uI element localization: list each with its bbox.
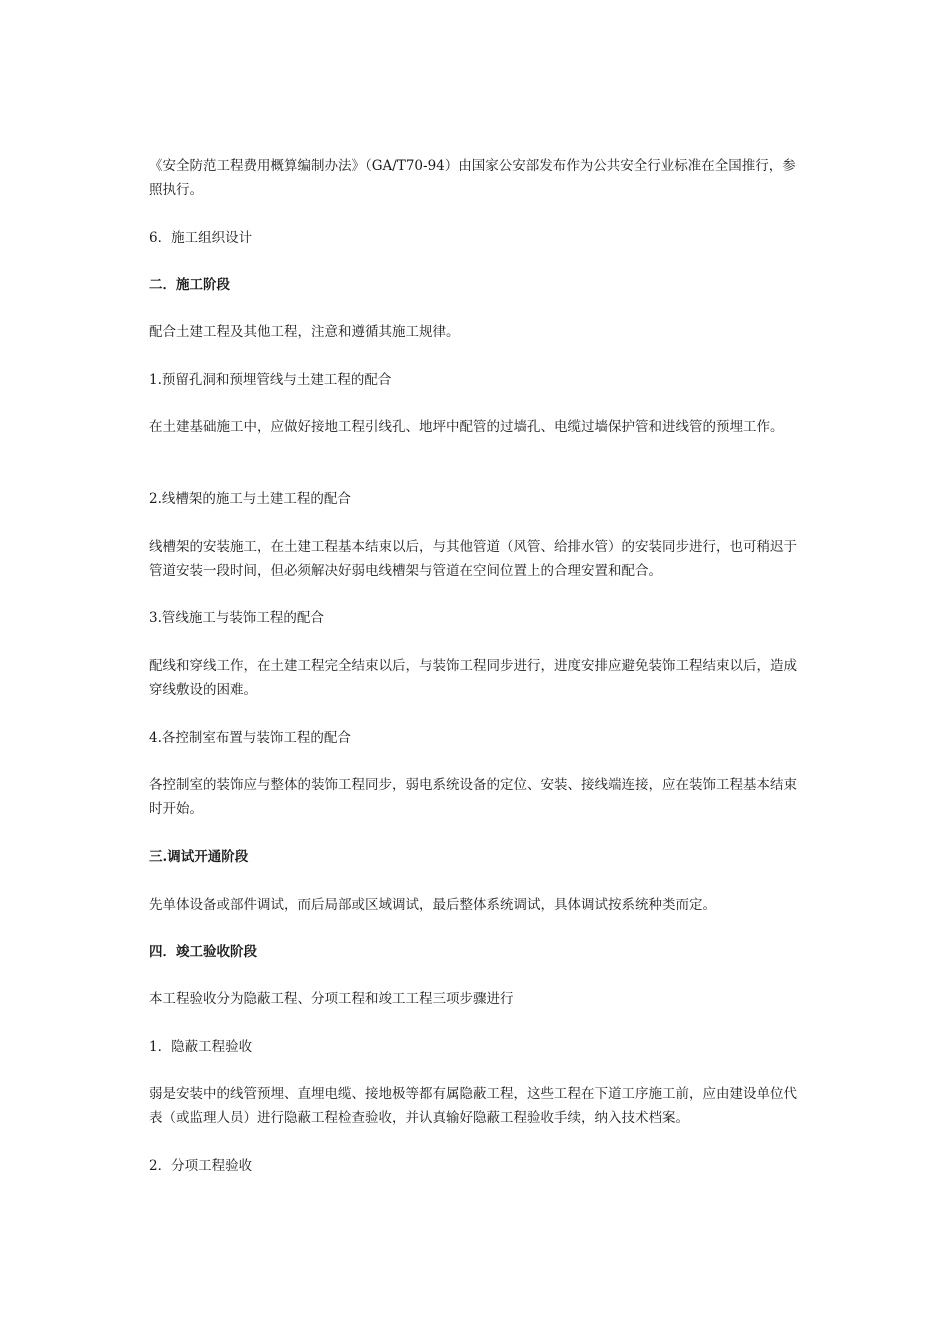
paragraph-commissioning: 先单体设备或部件调试，而后局部或区域调试，最后整体系统调试，具体调试按系统种类而定。 [149, 897, 716, 913]
paragraph-hidden-works: 弱是安装中的线管预埋、直埋电缆、接地极等都有属隐蔽工程，这些工程在下道工序施工前，应由建设单位代表（或监理人员）进行隐蔽工程检查验收，并认真输好隐蔽工程验收手续，纳入技术档案。 [149, 1086, 797, 1126]
heading-acceptance-phase: 四．竣工验收阶段 [149, 944, 257, 960]
paragraph-reserved-holes: 在土建基础施工中，应做好接地工程引线孔、地坪中配管的过墙孔、电缆过墙保护管和进线管的预埋工作。 [149, 419, 784, 435]
subheading-reserved-holes: 1.预留孔洞和预埋管线与土建工程的配合 [149, 372, 392, 388]
paragraph-coordination-intro: 配合土建工程及其他工程，注意和遵循其施工规律。 [149, 324, 460, 340]
paragraph-acceptance-steps: 本工程验收分为隐蔽工程、分项工程和竣工工程三项步骤进行 [149, 991, 514, 1007]
paragraph-control-room: 各控制室的装饰应与整体的装饰工程同步，弱电系统设备的定位、安装、接线端连接，应在装饰工程基本结束时开始。 [149, 777, 797, 817]
subheading-subitem-acceptance: 2．分项工程验收 [149, 1158, 253, 1174]
item-construction-design: 6．施工组织设计 [149, 230, 253, 246]
heading-commissioning-phase: 三.调试开通阶段 [149, 849, 249, 865]
paragraph-standard-reference: 《安全防范工程费用概算编制办法》（GA/T70-94）由国家公安部发布作为公共安全行业标准在全国推行，参照执行。 [149, 158, 796, 198]
paragraph-cable-tray: 线槽架的安装施工，在土建工程基本结束以后，与其他管道（风管、给排水管）的安装同步进行，也可稍迟于管道安装一段时间，但必须解决好弱电线槽架与管道在空间位置上的合理安置和配合。 [149, 539, 797, 579]
subheading-hidden-works: 1．隐蔽工程验收 [149, 1039, 253, 1055]
paragraph-pipeline-decoration: 配线和穿线工作，在土建工程完全结束以后，与装饰工程同步进行，进度安排应避免装饰工程结束以后，造成穿线敷设的困难。 [149, 658, 797, 698]
heading-construction-phase: 二．施工阶段 [149, 277, 230, 293]
subheading-control-room: 4.各控制室布置与装饰工程的配合 [149, 730, 351, 746]
subheading-pipeline-decoration: 3.管线施工与装饰工程的配合 [149, 610, 324, 626]
subheading-cable-tray: 2.线槽架的施工与土建工程的配合 [149, 491, 351, 507]
